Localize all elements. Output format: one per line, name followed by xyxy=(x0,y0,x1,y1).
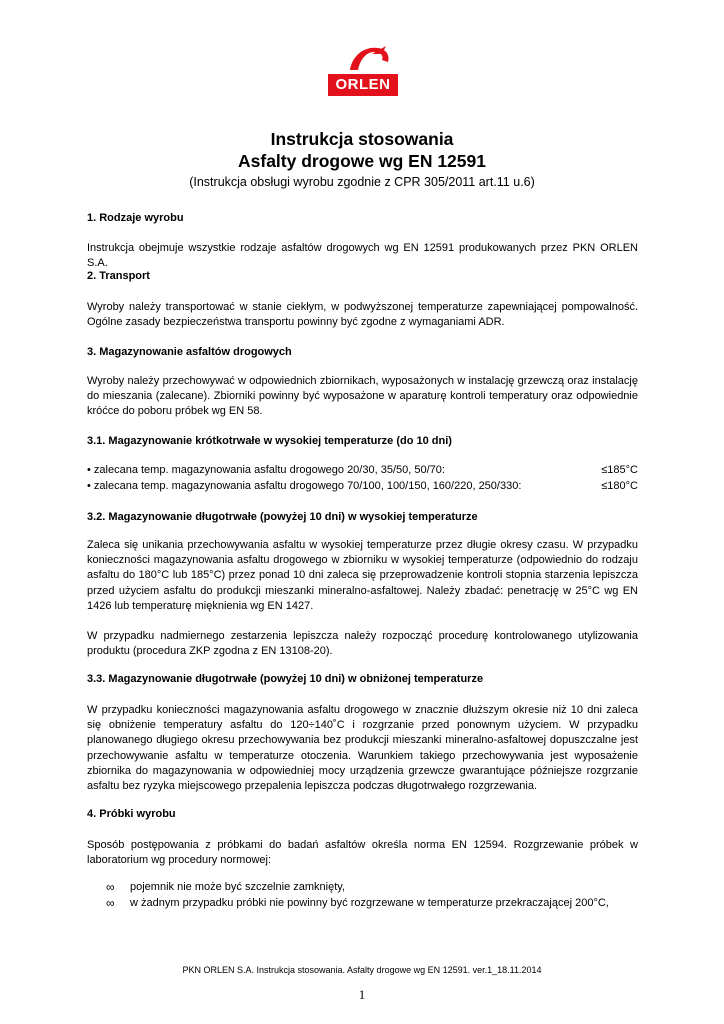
document-title: Instrukcja stosowania xyxy=(270,129,454,149)
storage-temp-value: ≤185°C xyxy=(601,464,638,476)
logo-text: ORLEN xyxy=(328,74,398,96)
storage-temp-item xyxy=(87,480,638,492)
section-3-1-heading: 3.1. Magazynowanie krótkotrwałe w wysokiej temperaturze (do 10 dni) xyxy=(87,435,452,447)
list-item: pojemnik nie może być szczelnie zamknięty, xyxy=(130,881,345,893)
document-subtitle: (Instrukcja obsługi wyrobu zgodnie z CPR 305/2011 art.11 u.6) xyxy=(189,175,535,189)
page-number: 1 xyxy=(358,987,366,1002)
list-item: w żadnym przypadku próbki nie powinny być rozgrzewane w temperaturze przekraczającej 200°C, xyxy=(130,897,609,909)
storage-temp-label: • zalecana temp. magazynowania asfaltu drogowego 70/100, 100/150, 160/220, 250/330: xyxy=(87,480,522,492)
section-3-heading: 3. Magazynowanie asfaltów drogowych xyxy=(87,346,292,358)
section-3-2-paragraph-2: W przypadku nadmiernego zestarzenia lepiszcza należy rozpocząć procedurę kontrolowanego utylizowania produktu (procedura ZKP zgodna z EN 13108-20). xyxy=(87,630,638,658)
section-2-heading: 2. Transport xyxy=(87,270,150,282)
section-3-3-heading: 3.3. Magazynowanie długotrwałe (powyżej 10 dni) w obniżonej temperaturze xyxy=(87,673,484,685)
section-1-heading: 1. Rodzaje wyrobu xyxy=(87,212,184,224)
section-3-text: Wyroby należy przechowywać w odpowiednich zbiornikach, wyposażonych w instalację grzewczą oraz instalację do mieszania (zalecane). Zbiorniki powinny być wyposażone w aparaturę kontroli temperatury oraz odpowiednie króćce do poboru próbek wg EN 58. xyxy=(87,375,638,418)
bullet-symbol: ∞ xyxy=(106,896,115,910)
eagle-icon xyxy=(328,40,398,76)
storage-temp-label: • zalecana temp. magazynowania asfaltu drogowego 20/30, 35/50, 50/70: xyxy=(87,464,445,476)
section-4-text: Sposób postępowania z próbkami do badań asfaltów określa norma EN 12594. Rozgrzewanie próbek w laboratorium wg procedury normowej: xyxy=(87,839,638,867)
storage-temp-item xyxy=(87,464,638,476)
section-3-2-paragraph-1: Zaleca się unikania przechowywania asfaltu w wysokiej temperaturze przez długie okresy czasu. W przypadku konieczności magazynowania asfaltu drogowego w zbiorniku w wysokiej temperaturze (odpowiednio do rodzaju asfaltu do 180°C lub 185°C) przez ponad 10 dni zaleca się przeprowadzenie kontroli stopnia starzenia lepiszcza przed użyciem asfaltu do produkcji mieszanki mineralno-asfaltowej. Należy zbadać: penetrację w 25°C wg EN 1426 lub temperaturę mięknienia wg EN 1427. xyxy=(87,539,638,612)
orlen-logo xyxy=(328,40,398,98)
section-3-3-text: W przypadku konieczności magazynowania asfaltu drogowego w znacznie dłuższym okresie niż 10 dni zaleca się obniżenie temperatury asfaltu do 120÷140˚C i rozgrzanie przed ponownym użyciem. W przypadku planowanego długiego okresu przechowywania bez produkcji mieszanki mineralno-asfaltowej dopuszczalne jest przechowywanie asfaltu w temperaturze otoczenia. Warunkiem takiego przechowywania jest wyposażenie zbiornika do magazynowania w odpowiedniej mocy urządzenia grzewcze gwarantujące późniejsze rozgrzanie asfaltu bez ryzyka miejscowego przepalenia lepiszcza podczas długotrwałego rozgrzewania. xyxy=(87,704,638,793)
section-1-text: Instrukcja obejmuje wszystkie rodzaje asfaltów drogowych wg EN 12591 produkowanych przez PKN ORLEN S.A. xyxy=(87,242,638,270)
storage-temp-value: ≤180°C xyxy=(601,480,638,492)
page-footer: PKN ORLEN S.A. Instrukcja stosowania. Asfalty drogowe wg EN 12591. ver.1_18.11.2014 xyxy=(182,965,542,975)
section-2-text: Wyroby należy transportować w stanie ciekłym, w podwyższonej temperaturze zapewniającej pompowalność. Ogólne zasady bezpieczeństwa transportu powinny być zgodne z wymaganiami ADR. xyxy=(87,301,638,329)
document-subject: Asfalty drogowe wg EN 12591 xyxy=(238,151,486,171)
section-4-heading: 4. Próbki wyrobu xyxy=(87,808,176,820)
bullet-symbol: ∞ xyxy=(106,880,115,894)
section-3-2-heading: 3.2. Magazynowanie długotrwałe (powyżej 10 dni) w wysokiej temperaturze xyxy=(87,511,478,523)
